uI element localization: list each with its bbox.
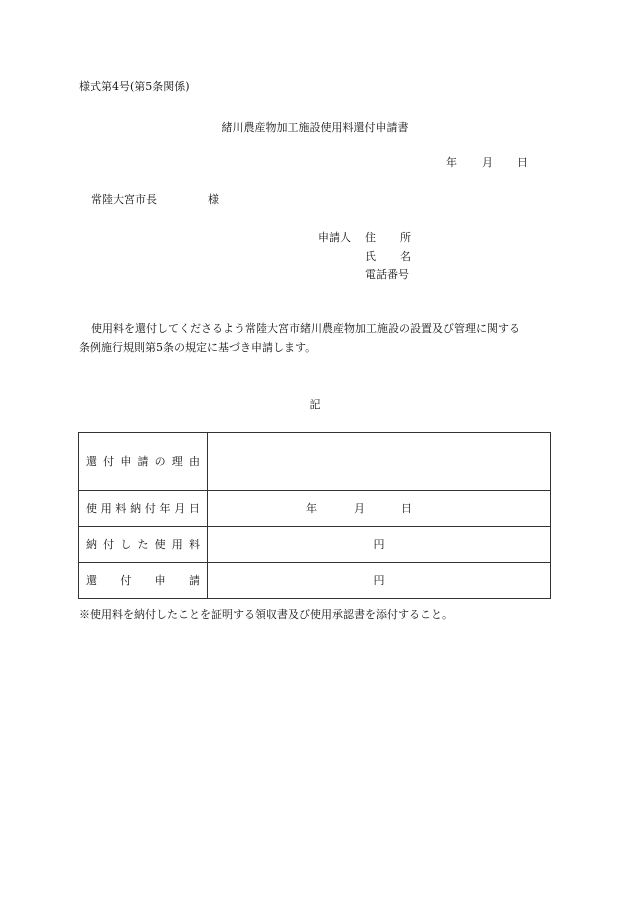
footnote: ※使用料を納付したことを証明する領収書及び使用承認書を添付すること。 xyxy=(79,608,453,621)
date-day-label: 日 xyxy=(517,156,528,169)
payment-date-day: 日 xyxy=(401,501,412,515)
payment-date-label: 使 用 料 納 付 年 月 日 xyxy=(79,491,208,527)
payment-date-year: 年 xyxy=(306,501,317,515)
paid-fee-label: 納 付 し た 使 用 料 xyxy=(79,527,208,563)
body-text-line-1: 使用料を還付してくださるよう常陸大宮市緒川農産物加工施設の設置及び管理に関する xyxy=(91,322,520,335)
paid-fee-field[interactable] xyxy=(208,527,551,563)
payment-date-month: 月 xyxy=(354,501,365,515)
table-row-refund-reason xyxy=(79,433,551,491)
addressee-name: 常陸大宮市長 xyxy=(91,193,157,206)
applicant-phone-label: 電話番号 xyxy=(365,268,409,281)
table-row-payment-date xyxy=(79,491,551,527)
form-number: 様式第4号(第5条関係) xyxy=(79,80,190,93)
document-title: 緒川農産物加工施設使用料還付申請書 xyxy=(221,121,409,134)
date-year-label: 年 xyxy=(446,156,457,169)
date-month-label: 月 xyxy=(482,156,493,169)
refund-request-unit: 円 xyxy=(373,573,385,587)
applicant-address-label: 住 所 xyxy=(365,231,411,244)
refund-reason-field[interactable] xyxy=(208,433,551,491)
refund-request-field[interactable] xyxy=(208,563,551,599)
detail-table xyxy=(78,432,551,599)
table-row-paid-fee xyxy=(79,527,551,563)
payment-date-field[interactable] xyxy=(208,491,551,527)
paid-fee-unit: 円 xyxy=(373,537,385,551)
applicant-label: 申請人 xyxy=(318,231,351,244)
refund-request-label: 還 付 申 請 xyxy=(79,563,208,599)
table-row-refund-request xyxy=(79,563,551,599)
refund-reason-label: 還 付 申 請 の 理 由 xyxy=(79,433,208,491)
ki-heading: 記 xyxy=(309,398,321,411)
addressee-honorific: 様 xyxy=(208,193,219,206)
applicant-name-label: 氏 名 xyxy=(365,250,411,263)
body-text-line-2: 条例施行規則第5条の規定に基づき申請します。 xyxy=(79,341,317,354)
